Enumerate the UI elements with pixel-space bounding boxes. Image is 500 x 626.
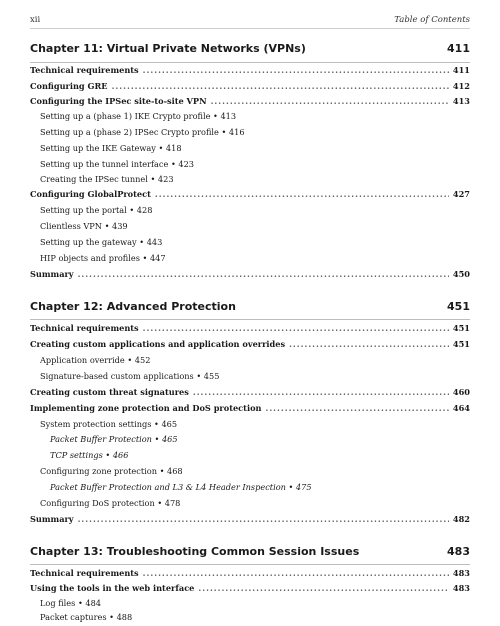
toc-section[interactable] — [30, 65, 470, 79]
toc-subsection[interactable]: Application override • 452 — [40, 355, 151, 365]
toc-subsection[interactable]: Log files • 484 — [40, 598, 101, 608]
section-page: 412 — [452, 81, 470, 91]
chapter-title: Chapter 13: Troubleshooting Common Session Issues — [30, 545, 360, 558]
leader-dots — [143, 65, 449, 75]
toc-subsection[interactable]: Packet captures • 488 — [40, 612, 133, 622]
toc-subsection[interactable]: Signature-based custom applications • 455 — [40, 371, 220, 381]
toc-section[interactable] — [30, 568, 470, 582]
toc-section[interactable] — [30, 339, 470, 353]
leader-dots — [143, 323, 449, 333]
section-page: 450 — [452, 269, 470, 279]
chapter-heading[interactable] — [30, 543, 470, 563]
section-page: 451 — [452, 339, 470, 349]
toc-subsection[interactable]: System protection settings • 465 — [40, 419, 178, 429]
toc-section[interactable] — [30, 323, 470, 337]
leader-dots — [211, 96, 449, 106]
chapter-rule — [30, 319, 470, 320]
section-title: Summary — [30, 269, 74, 279]
section-page: 413 — [452, 96, 470, 106]
section-page: 460 — [452, 387, 470, 397]
section-title: Configuring GRE — [30, 81, 108, 91]
section-page: 427 — [452, 189, 470, 199]
chapter-heading[interactable] — [30, 298, 470, 318]
section-page: 451 — [452, 323, 470, 333]
toc-subsection[interactable]: Creating the IPSec tunnel • 423 — [40, 174, 174, 184]
leader-dots — [265, 403, 448, 413]
toc-section[interactable] — [30, 189, 470, 203]
leader-dots — [193, 387, 449, 397]
chapter-heading[interactable] — [30, 40, 470, 60]
page-header — [30, 12, 470, 29]
toc-subsection[interactable]: Setting up the IKE Gateway • 418 — [40, 143, 182, 153]
chapter-page: 483 — [447, 545, 470, 558]
section-title: Configuring GlobalProtect — [30, 189, 151, 199]
toc-subsection[interactable]: Configuring DoS protection • 478 — [40, 498, 181, 508]
toc-subsection[interactable]: Configuring zone protection • 468 — [40, 466, 183, 476]
section-page: 483 — [452, 568, 470, 578]
toc-subsection[interactable]: Setting up a (phase 2) IPSec Crypto profile • 416 — [40, 127, 245, 137]
section-page: 464 — [452, 403, 470, 413]
leader-dots — [289, 339, 449, 349]
section-page: 482 — [452, 514, 470, 524]
leader-dots — [198, 583, 449, 593]
section-title: Technical requirements — [30, 323, 139, 333]
section-title: Technical requirements — [30, 568, 139, 578]
leader-dots — [78, 269, 449, 279]
section-page: 483 — [452, 583, 470, 593]
chapter-page: 451 — [447, 300, 470, 313]
toc-section[interactable] — [30, 403, 470, 417]
toc-section[interactable] — [30, 514, 470, 528]
toc-section[interactable] — [30, 96, 470, 110]
section-title: Summary — [30, 514, 74, 524]
toc-section[interactable] — [30, 269, 470, 283]
running-title: Table of Contents — [394, 15, 470, 25]
chapter-title: Chapter 12: Advanced Protection — [30, 300, 236, 313]
chapter-title: Chapter 11: Virtual Private Networks (VPNs) — [30, 42, 306, 55]
toc-section[interactable] — [30, 583, 470, 597]
chapter-rule — [30, 564, 470, 565]
leader-dots — [78, 514, 449, 524]
section-title: Creating custom threat signatures — [30, 387, 189, 397]
toc-section[interactable] — [30, 81, 470, 95]
toc-subsection[interactable]: Setting up the gateway • 443 — [40, 237, 163, 247]
section-title: Using the tools in the web interface — [30, 583, 195, 593]
chapter-rule — [30, 62, 470, 63]
leader-dots — [155, 189, 449, 199]
section-title: Configuring the IPSec site-to-site VPN — [30, 96, 207, 106]
page-number: xii — [30, 15, 41, 25]
toc-subsection[interactable]: HIP objects and profiles • 447 — [40, 253, 166, 263]
section-title: Creating custom applications and application overrides — [30, 339, 286, 349]
section-title: Implementing zone protection and DoS protection — [30, 403, 262, 413]
toc-subsubsection[interactable]: Packet Buffer Protection and L3 & L4 Header Inspection • 475 — [50, 482, 312, 492]
toc-subsubsection[interactable]: TCP settings • 466 — [50, 450, 129, 460]
toc-subsubsection[interactable]: Packet Buffer Protection • 465 — [50, 434, 178, 444]
toc-subsection[interactable]: Clientless VPN • 439 — [40, 221, 128, 231]
section-page: 411 — [452, 65, 470, 75]
toc-section[interactable] — [30, 387, 470, 401]
section-title: Technical requirements — [30, 65, 139, 75]
toc-subsection[interactable]: Setting up a (phase 1) IKE Crypto profile • 413 — [40, 111, 237, 121]
leader-dots — [143, 568, 449, 578]
chapter-page: 411 — [447, 42, 470, 55]
toc-subsection[interactable]: Setting up the portal • 428 — [40, 205, 153, 215]
toc-subsection[interactable]: Setting up the tunnel interface • 423 — [40, 159, 195, 169]
leader-dots — [112, 81, 449, 91]
